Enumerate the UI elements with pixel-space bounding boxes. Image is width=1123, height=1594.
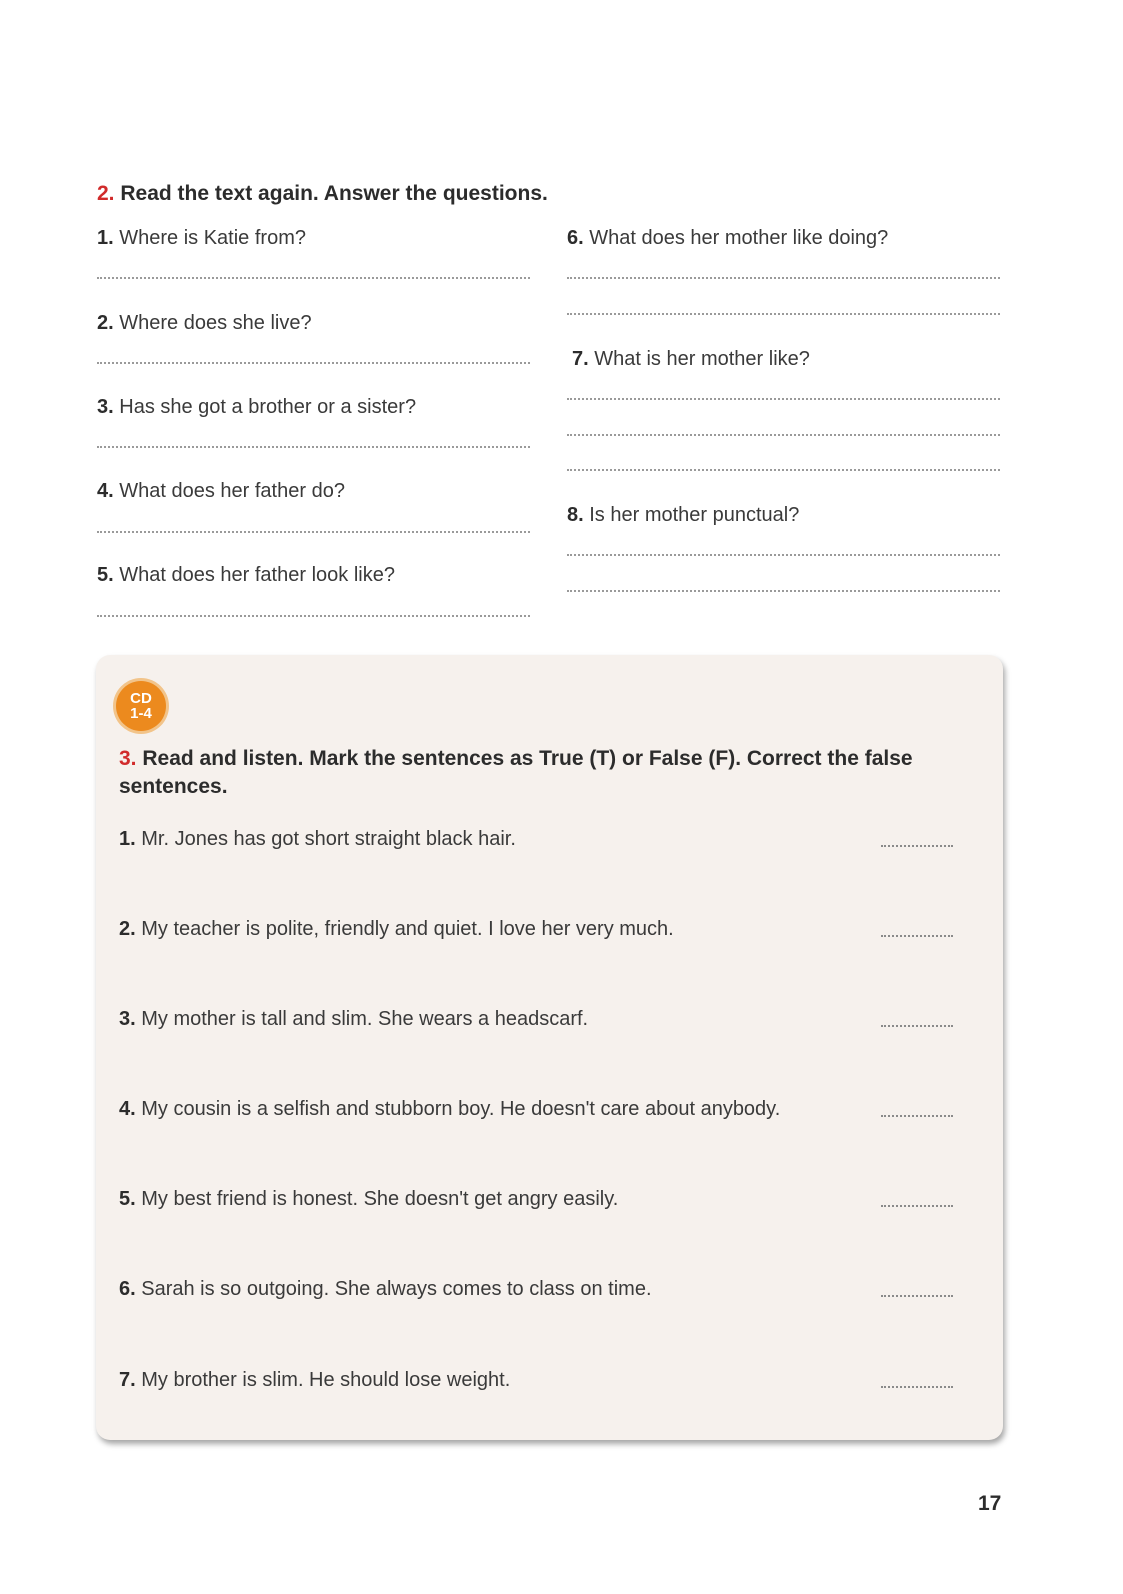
answer-line-1[interactable]: [97, 277, 530, 279]
sentence-text: Sarah is so outgoing. She always comes to class on time.: [141, 1278, 652, 1300]
question-number: 4.: [97, 480, 114, 502]
tf-answer-7[interactable]: [881, 1386, 953, 1388]
tf-answer-2[interactable]: [881, 935, 953, 937]
question-number: 6.: [567, 227, 584, 249]
tf-sentence-4: [119, 1098, 780, 1121]
sentence-text: My cousin is a selfish and stubborn boy. He doesn't care about anybody.: [141, 1098, 781, 1120]
sentence-number: 3.: [119, 1008, 136, 1030]
answer-line-6a[interactable]: [567, 277, 1000, 279]
question-text: Where does she live?: [119, 312, 312, 334]
answer-line-2[interactable]: [97, 362, 530, 364]
sentence-number: 4.: [119, 1098, 136, 1120]
question-text: What does her father do?: [119, 480, 345, 502]
sentence-number: 2.: [119, 918, 136, 940]
answer-line-4[interactable]: [97, 531, 530, 533]
exercise-3-instructions: Read and listen. Mark the sentences as True (T) or False (F). Correct the false sentences.: [119, 747, 913, 798]
exercise-2-title: [97, 182, 548, 206]
tf-sentence-7: [119, 1369, 510, 1392]
question-number: 3.: [97, 396, 114, 418]
tf-answer-5[interactable]: [881, 1205, 953, 1207]
answer-line-5[interactable]: [97, 615, 530, 617]
question-number: 7.: [572, 348, 589, 370]
question-text: What does her father look like?: [119, 564, 395, 586]
question-1: [97, 227, 306, 250]
question-text: Where is Katie from?: [119, 227, 306, 249]
answer-line-3[interactable]: [97, 446, 530, 448]
tf-sentence-1: [119, 828, 516, 851]
tf-sentence-3: [119, 1008, 588, 1031]
answer-line-7b[interactable]: [567, 434, 1000, 436]
exercise-3-box: [96, 655, 1003, 1440]
answer-line-7c[interactable]: [567, 469, 1000, 471]
sentence-number: 1.: [119, 828, 136, 850]
tf-answer-4[interactable]: [881, 1115, 953, 1117]
question-number: 8.: [567, 504, 584, 526]
question-5: [97, 564, 395, 587]
answer-line-6b[interactable]: [567, 313, 1000, 315]
cd-track-icon: [116, 681, 166, 731]
question-2: [97, 312, 312, 335]
question-3: [97, 396, 416, 419]
question-6: [567, 227, 888, 250]
tf-answer-1[interactable]: [881, 845, 953, 847]
tf-sentence-6: [119, 1278, 652, 1301]
exercise-2-number: 2.: [97, 182, 115, 205]
exercise-2-instructions: Read the text again. Answer the questions.: [120, 182, 548, 205]
sentence-text: Mr. Jones has got short straight black hair.: [141, 828, 516, 850]
question-number: 5.: [97, 564, 114, 586]
cd-label: CD: [130, 690, 152, 707]
sentence-text: My teacher is polite, friendly and quiet. I love her very much.: [141, 918, 674, 940]
tf-answer-6[interactable]: [881, 1295, 953, 1297]
exercise-3-number: 3.: [119, 747, 137, 770]
question-number: 2.: [97, 312, 114, 334]
page-number: 17: [978, 1492, 1002, 1515]
question-text: Is her mother punctual?: [589, 504, 800, 526]
question-8: [567, 504, 799, 527]
question-text: What is her mother like?: [594, 348, 810, 370]
answer-line-8a[interactable]: [567, 554, 1000, 556]
answer-line-7a[interactable]: [567, 398, 1000, 400]
question-text: What does her mother like doing?: [589, 227, 889, 249]
question-7: [572, 348, 810, 371]
question-text: Has she got a brother or a sister?: [119, 396, 417, 418]
sentence-text: My best friend is honest. She doesn't get angry easily.: [141, 1188, 619, 1210]
sentence-number: 5.: [119, 1188, 136, 1210]
question-number: 1.: [97, 227, 114, 249]
exercise-3-title: [119, 745, 949, 801]
sentence-text: My brother is slim. He should lose weight.: [141, 1369, 511, 1391]
tf-answer-3[interactable]: [881, 1025, 953, 1027]
tf-sentence-2: [119, 918, 674, 941]
question-4: [97, 480, 345, 503]
tf-sentence-5: [119, 1188, 618, 1211]
sentence-text: My mother is tall and slim. She wears a headscarf.: [141, 1008, 589, 1030]
answer-line-8b[interactable]: [567, 590, 1000, 592]
sentence-number: 6.: [119, 1278, 136, 1300]
cd-track-label: 1-4: [130, 705, 152, 722]
sentence-number: 7.: [119, 1369, 136, 1391]
